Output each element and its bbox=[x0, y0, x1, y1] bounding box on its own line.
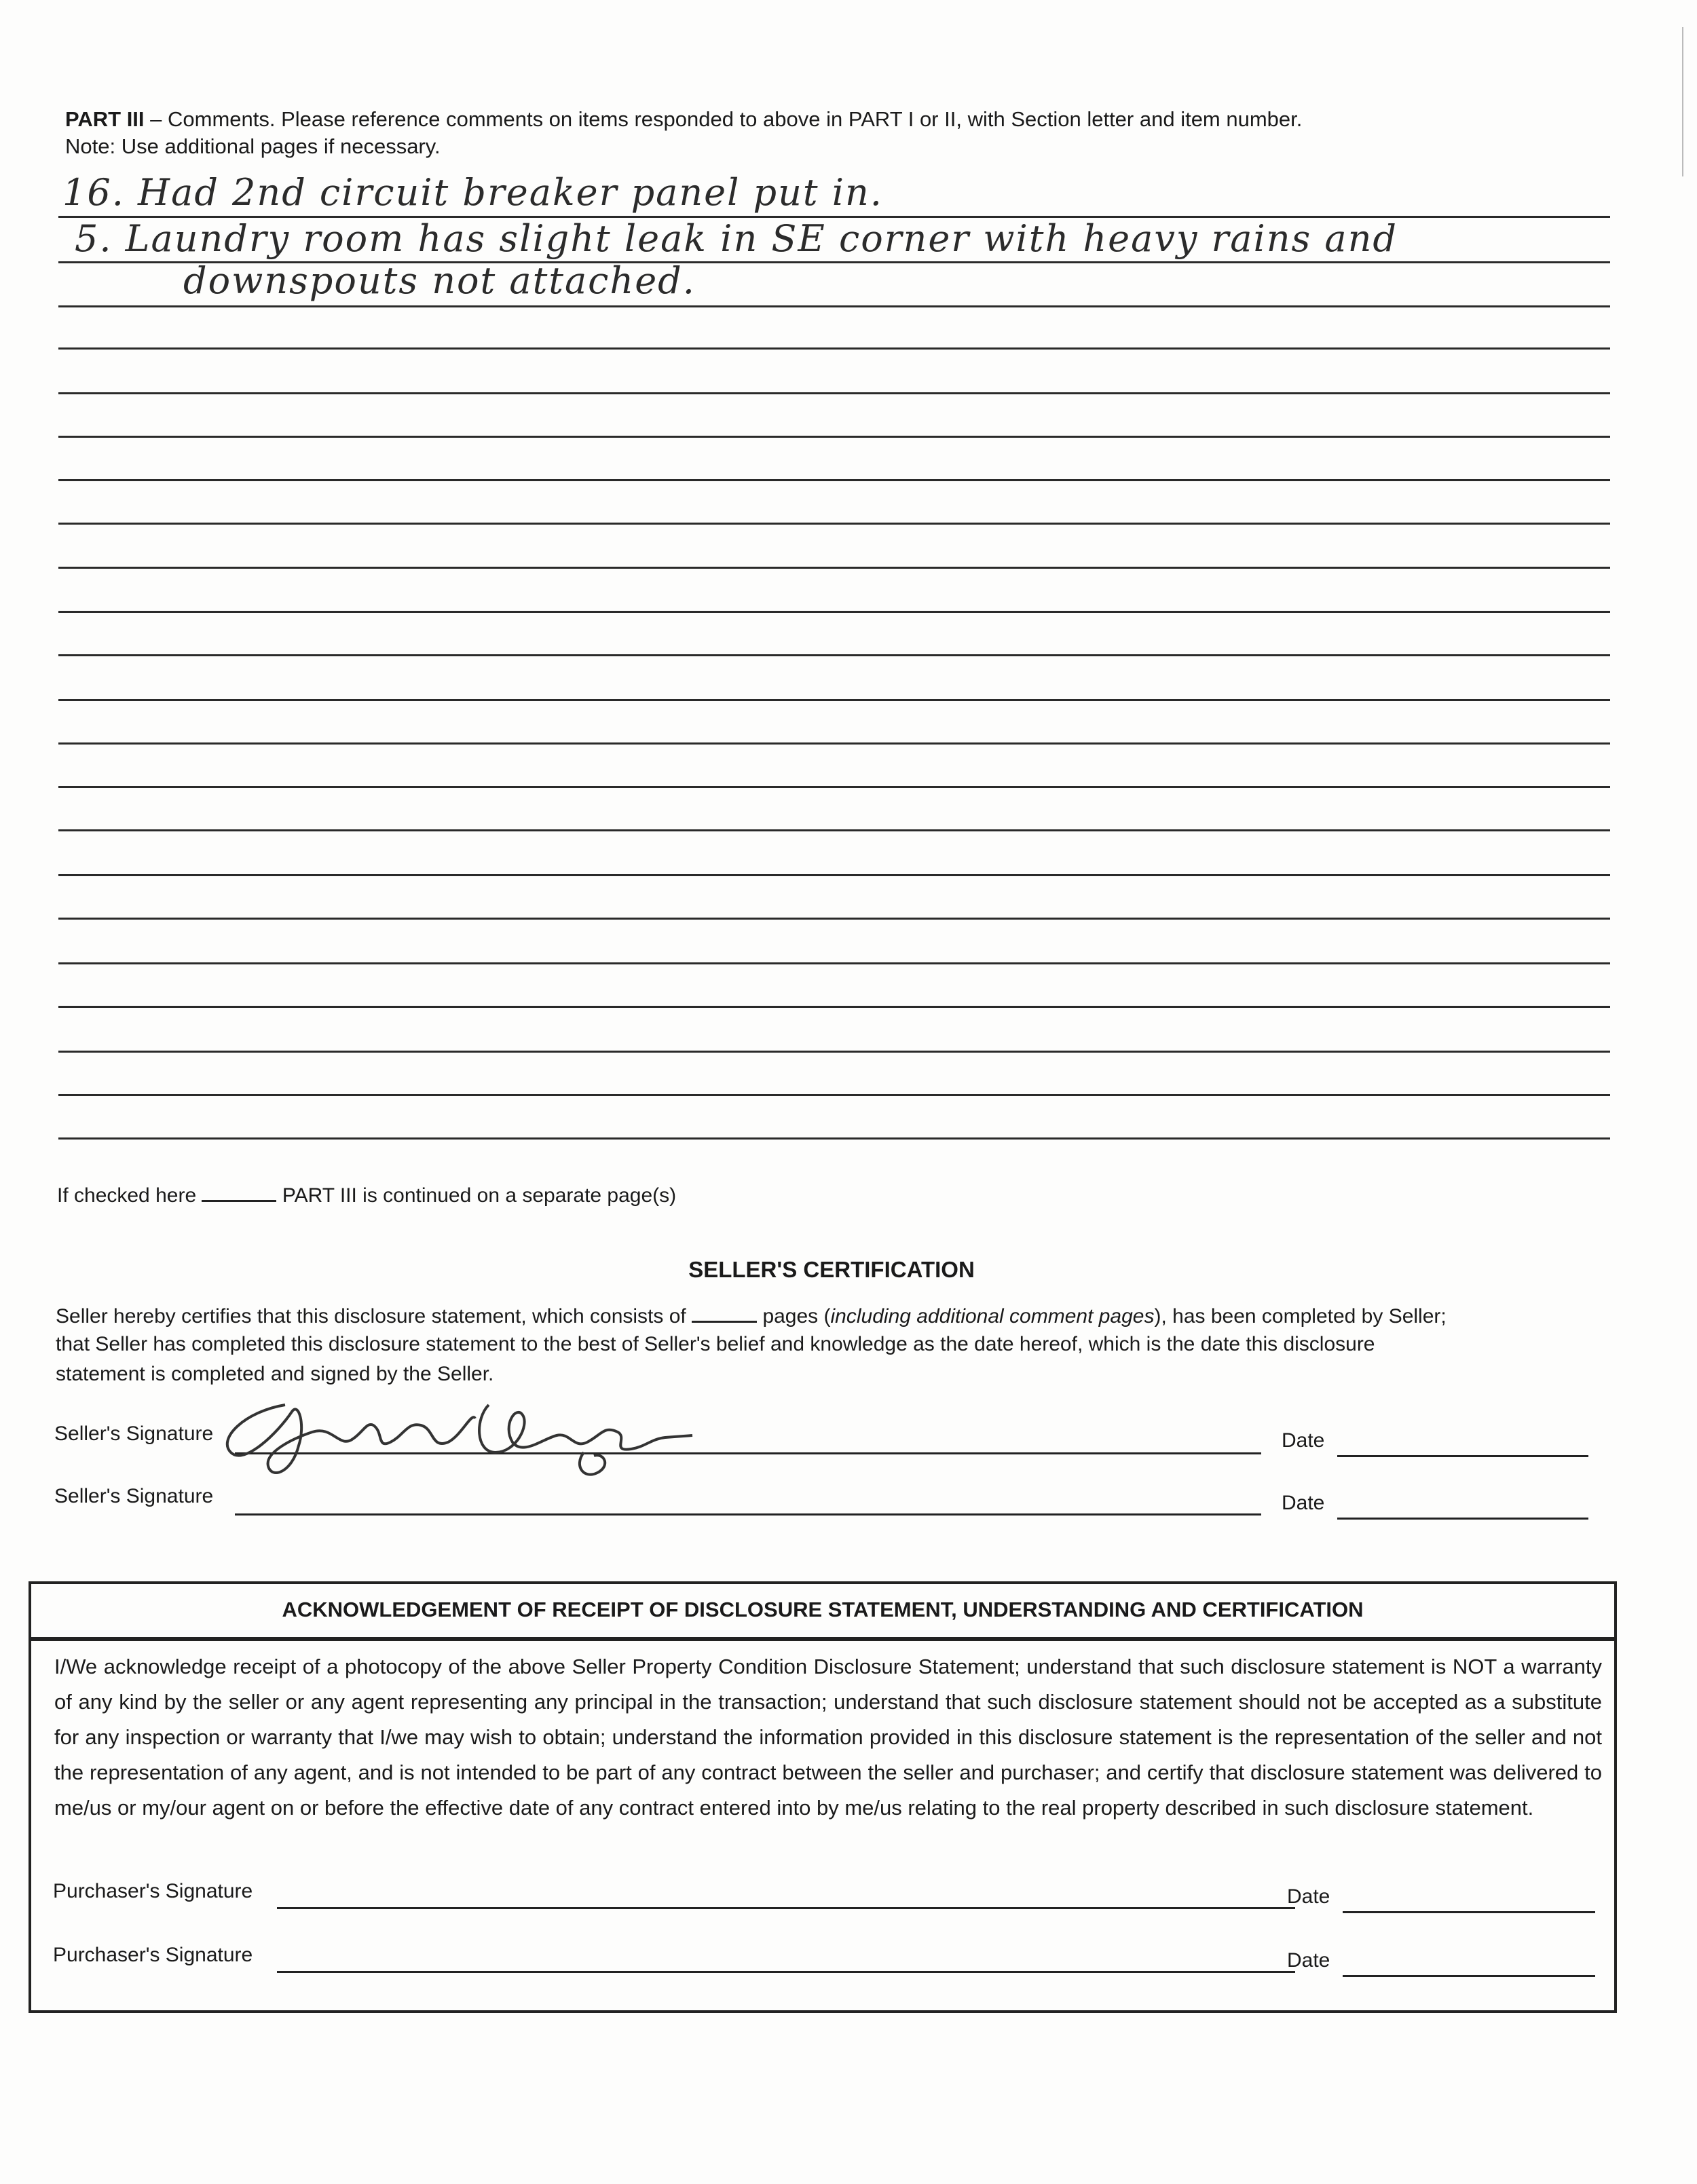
certification-line-1b: pages ( bbox=[762, 1305, 831, 1328]
comment-line[interactable] bbox=[58, 829, 1610, 831]
acknowledgement-header bbox=[31, 1584, 1614, 1641]
part3-note: Note: Use additional pages if necessary. bbox=[65, 134, 441, 158]
seller-date-label-2: Date bbox=[1282, 1492, 1325, 1514]
comment-line[interactable] bbox=[58, 786, 1610, 788]
comment-line[interactable] bbox=[58, 962, 1610, 964]
continued-suffix: PART III is continued on a separate page(s) bbox=[282, 1184, 677, 1207]
comment-line[interactable] bbox=[58, 347, 1610, 350]
comment-line[interactable] bbox=[58, 567, 1610, 569]
seller-handwritten-signature bbox=[204, 1385, 706, 1486]
acknowledgement-body: I/We acknowledge receipt of a photocopy of the above Seller Property Condition Disclosure Statement; understand that such disclosure statement is NOT a warranty of any kind by the seller or any agent representing any principal in the transaction; understand that such disclosure statement should not be accepted as a substitute for any inspection or warranty that I/we may wish to obtain; understand the information provided in this disclosure statement is the representation of the seller and not the representation of any agent, and is not intended to be part of any contract between the seller and purchaser; and certify that disclosure statement was delivered to me/us or my/our agent on or before the effective date of any contract entered into by me/us relating to the real property described in such disclosure statement. bbox=[54, 1655, 1602, 1820]
comment-line[interactable] bbox=[58, 392, 1610, 394]
comment-line[interactable] bbox=[58, 436, 1610, 438]
comment-line[interactable] bbox=[58, 305, 1610, 307]
comment-line[interactable] bbox=[58, 479, 1610, 481]
comment-line[interactable] bbox=[58, 654, 1610, 656]
continued-checkbox-blank[interactable] bbox=[202, 1182, 276, 1202]
comment-line[interactable] bbox=[58, 1051, 1610, 1053]
acknowledgement-title: ACKNOWLEDGEMENT OF RECEIPT OF DISCLOSURE STATEMENT, UNDERSTANDING AND CERTIFICATION bbox=[282, 1598, 1364, 1621]
seller-date-label-1: Date bbox=[1282, 1429, 1325, 1452]
seller-signature-label-2: Seller's Signature bbox=[54, 1485, 214, 1507]
part3-title-rest: – Comments. Please reference comments on items responded to above in PART I or II, with Section letter and item number. bbox=[144, 107, 1303, 131]
continued-row bbox=[57, 1182, 676, 1207]
certification-title: SELLER'S CERTIFICATION bbox=[688, 1257, 975, 1282]
purchaser-date-line-1[interactable] bbox=[1343, 1911, 1595, 1913]
certification-line-1 bbox=[56, 1303, 1447, 1328]
purchaser-date-label-2: Date bbox=[1287, 1949, 1330, 1972]
purchaser-signature-label-1: Purchaser's Signature bbox=[53, 1880, 253, 1902]
seller-date-line-2[interactable] bbox=[1337, 1518, 1588, 1520]
pages-count-blank[interactable] bbox=[692, 1303, 757, 1323]
comment-line[interactable] bbox=[58, 699, 1610, 701]
certification-line-2: that Seller has completed this disclosure statement to the best of Seller's belief and knowledge as the date hereof, which is the date this disclosure bbox=[56, 1333, 1375, 1355]
purchaser-date-label-1: Date bbox=[1287, 1885, 1330, 1908]
comment-line[interactable] bbox=[58, 918, 1610, 920]
acknowledgement-box bbox=[29, 1581, 1617, 2013]
seller-date-line-1[interactable] bbox=[1337, 1455, 1588, 1457]
purchaser-signature-line-1[interactable] bbox=[277, 1907, 1295, 1909]
purchaser-signature-label-2: Purchaser's Signature bbox=[53, 1944, 253, 1966]
comment-line[interactable] bbox=[58, 874, 1610, 876]
comment-line[interactable] bbox=[58, 742, 1610, 745]
comment-line[interactable] bbox=[58, 611, 1610, 613]
certification-line-3: statement is completed and signed by the Seller. bbox=[56, 1363, 494, 1385]
part3-title-bold: PART III bbox=[65, 107, 145, 131]
certification-line-1a: Seller hereby certifies that this disclosure statement, which consists of bbox=[56, 1305, 686, 1328]
seller-signature-line-2[interactable] bbox=[235, 1513, 1261, 1515]
comment-line[interactable] bbox=[58, 523, 1610, 525]
certification-line-1-italic: including additional comment pages bbox=[830, 1305, 1155, 1328]
purchaser-signature-line-2[interactable] bbox=[277, 1971, 1295, 1973]
comment-line[interactable] bbox=[58, 1094, 1610, 1096]
continued-prefix: If checked here bbox=[57, 1184, 197, 1207]
part3-heading bbox=[65, 106, 1302, 133]
seller-signature-label-1: Seller's Signature bbox=[54, 1423, 214, 1445]
scan-edge-line bbox=[1682, 27, 1683, 176]
comment-line[interactable] bbox=[58, 1006, 1610, 1008]
purchaser-date-line-2[interactable] bbox=[1343, 1975, 1595, 1977]
handwritten-comment-3: downspouts not attached. bbox=[183, 259, 696, 302]
acknowledgement-body-wrap bbox=[54, 1649, 1602, 1826]
handwritten-comment-2: 5. Laundry room has slight leak in SE corner with heavy rains and bbox=[75, 217, 1398, 260]
comment-line[interactable] bbox=[58, 1137, 1610, 1140]
handwritten-comment-1: 16. Had 2nd circuit breaker panel put in. bbox=[62, 171, 883, 214]
certification-line-1c: ), has been completed by Seller; bbox=[1154, 1305, 1447, 1328]
